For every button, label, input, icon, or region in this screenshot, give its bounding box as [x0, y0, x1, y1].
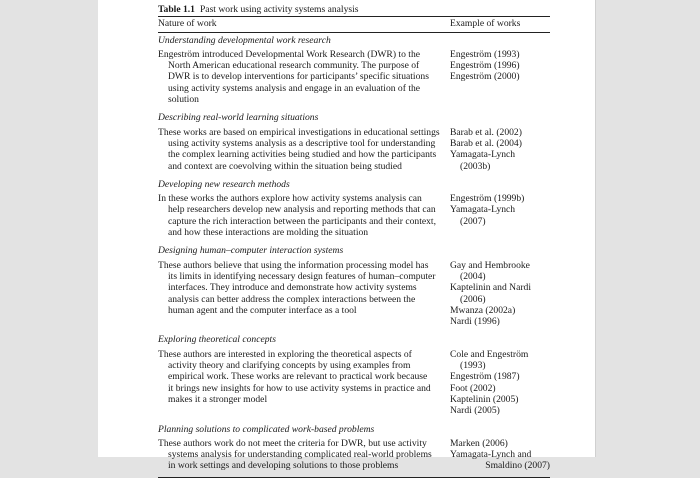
example-references: [450, 49, 550, 105]
description-line: using activity systems analysis as a descriptive tool for understanding: [168, 137, 436, 149]
description-line: solution: [168, 94, 199, 106]
description-line: analysis can better address the complex interactions between the: [168, 293, 416, 305]
description-line: activity theory and clarifying concepts by using examples from: [168, 360, 411, 372]
reference-line: Barab et al. (2004): [450, 137, 522, 149]
description-line: systems analysis for understanding complicated real-world problems: [168, 449, 432, 461]
table-title: Past work using activity systems analysis: [199, 4, 359, 15]
table-body: [158, 33, 550, 477]
description-line: Engeström introduced Developmental Work Research (DWR) to the: [158, 48, 421, 60]
section-title: Describing real-world learning situations: [158, 112, 319, 124]
description-line: and context are coevolving within the situation being studied: [168, 160, 402, 172]
reference-line: (1993): [460, 360, 486, 372]
description-line: These authors work do not meet the criteria for DWR, but use activity: [158, 437, 427, 449]
table-row: [158, 349, 550, 422]
reference-line: Yamagata-Lynch: [450, 149, 516, 161]
nature-description: [158, 127, 448, 172]
section-title: Designing human–computer interaction systems: [158, 245, 344, 257]
reference-line: Engeström (2000): [450, 71, 520, 83]
reference-line: Cole and Engeström: [450, 348, 529, 360]
reference-line: Mwanza (2002a): [450, 304, 516, 316]
description-line: DWR is to develop interventions for participants’ specific situations: [168, 71, 429, 83]
description-line: interfaces. They introduce and demonstrate how activity systems: [168, 282, 417, 294]
nature-description: [158, 49, 448, 105]
example-references: [450, 260, 550, 328]
description-line: empirical work. These works are relevant to practical work because: [168, 371, 428, 383]
reference-line: Kaptelinin (2005): [450, 393, 519, 405]
section-title: Understanding developmental work research: [158, 34, 331, 46]
reference-line: Smaldino (2007): [485, 460, 550, 472]
reference-line: Yamagata-Lynch and: [450, 449, 532, 461]
document-page: [98, 0, 596, 472]
nature-description: [158, 438, 448, 472]
description-line: in work settings and developing solutions to those problems: [168, 460, 399, 472]
example-references: [450, 127, 550, 172]
description-line: it brings new insights for how to use activity systems in practice and: [168, 382, 431, 394]
section-title: Planning solutions to complicated work-based problems: [158, 423, 375, 435]
description-line: In these works the authors explore how activity systems analysis can: [158, 193, 422, 205]
reference-line: (2007): [460, 215, 486, 227]
reference-line: (2004): [460, 270, 486, 282]
description-line: These works are based on empirical investigations in educational settings: [158, 126, 440, 138]
description-line: North American educational research community. The purpose of: [168, 60, 420, 72]
reference-line: Engeström (1987): [450, 371, 520, 383]
section-title: Developing new research methods: [158, 178, 290, 190]
example-references: [450, 438, 550, 472]
reference-line: (2006): [460, 293, 486, 305]
example-references: [450, 193, 550, 238]
reference-line: Yamagata-Lynch: [450, 204, 516, 216]
reference-line: Engeström (1999b): [450, 193, 525, 205]
description-line: the complex learning activities being studied and how the participants: [168, 149, 437, 161]
table-row: [158, 127, 550, 177]
reference-line: Kaptelinin and Nardi: [450, 282, 531, 294]
table-header-row: [158, 17, 550, 31]
example-references: [450, 349, 550, 417]
description-line: makes it a stronger model: [168, 393, 268, 405]
nature-description: [158, 349, 448, 417]
table-row: [158, 438, 550, 477]
reference-line: Engeström (1996): [450, 60, 520, 72]
table-caption: [158, 4, 550, 15]
description-line: These authors are interested in exploring the theoretical aspects of: [158, 348, 412, 360]
table-row: [158, 49, 550, 110]
description-line: capture the rich interaction between the participants and their context,: [168, 215, 436, 227]
reference-line: Marken (2006): [450, 437, 508, 449]
reference-line: (2003b): [460, 160, 491, 172]
description-line: using activity systems analysis and engage in an evaluation of the: [168, 82, 421, 94]
reference-line: Nardi (1996): [450, 316, 500, 328]
description-line: These authors believe that using the information processing model has: [158, 259, 429, 271]
table-row: [158, 193, 550, 243]
table-number: Table 1.1: [158, 4, 195, 15]
column-header-nature: Nature of work: [158, 18, 217, 30]
nature-description: [158, 260, 448, 328]
description-line: its limits in identifying necessary design features of human–computer: [168, 270, 436, 282]
column-header-examples: Example of works: [450, 18, 521, 30]
reference-line: Foot (2002): [450, 382, 496, 394]
description-line: and how these interactions are molding the situation: [168, 227, 369, 239]
reference-line: Engeström (1993): [450, 48, 520, 60]
table-row: [158, 260, 550, 333]
description-line: human agent and the computer interface as a tool: [168, 304, 357, 316]
past-work-table: [158, 4, 550, 478]
section-title: Exploring theoretical concepts: [158, 334, 276, 346]
reference-line: Barab et al. (2002): [450, 126, 522, 138]
nature-description: [158, 193, 448, 238]
reference-line: Nardi (2005): [450, 405, 500, 417]
description-line: help researchers develop new analysis and reporting methods that can: [168, 204, 436, 216]
reference-line: Gay and Hembrooke: [450, 259, 530, 271]
